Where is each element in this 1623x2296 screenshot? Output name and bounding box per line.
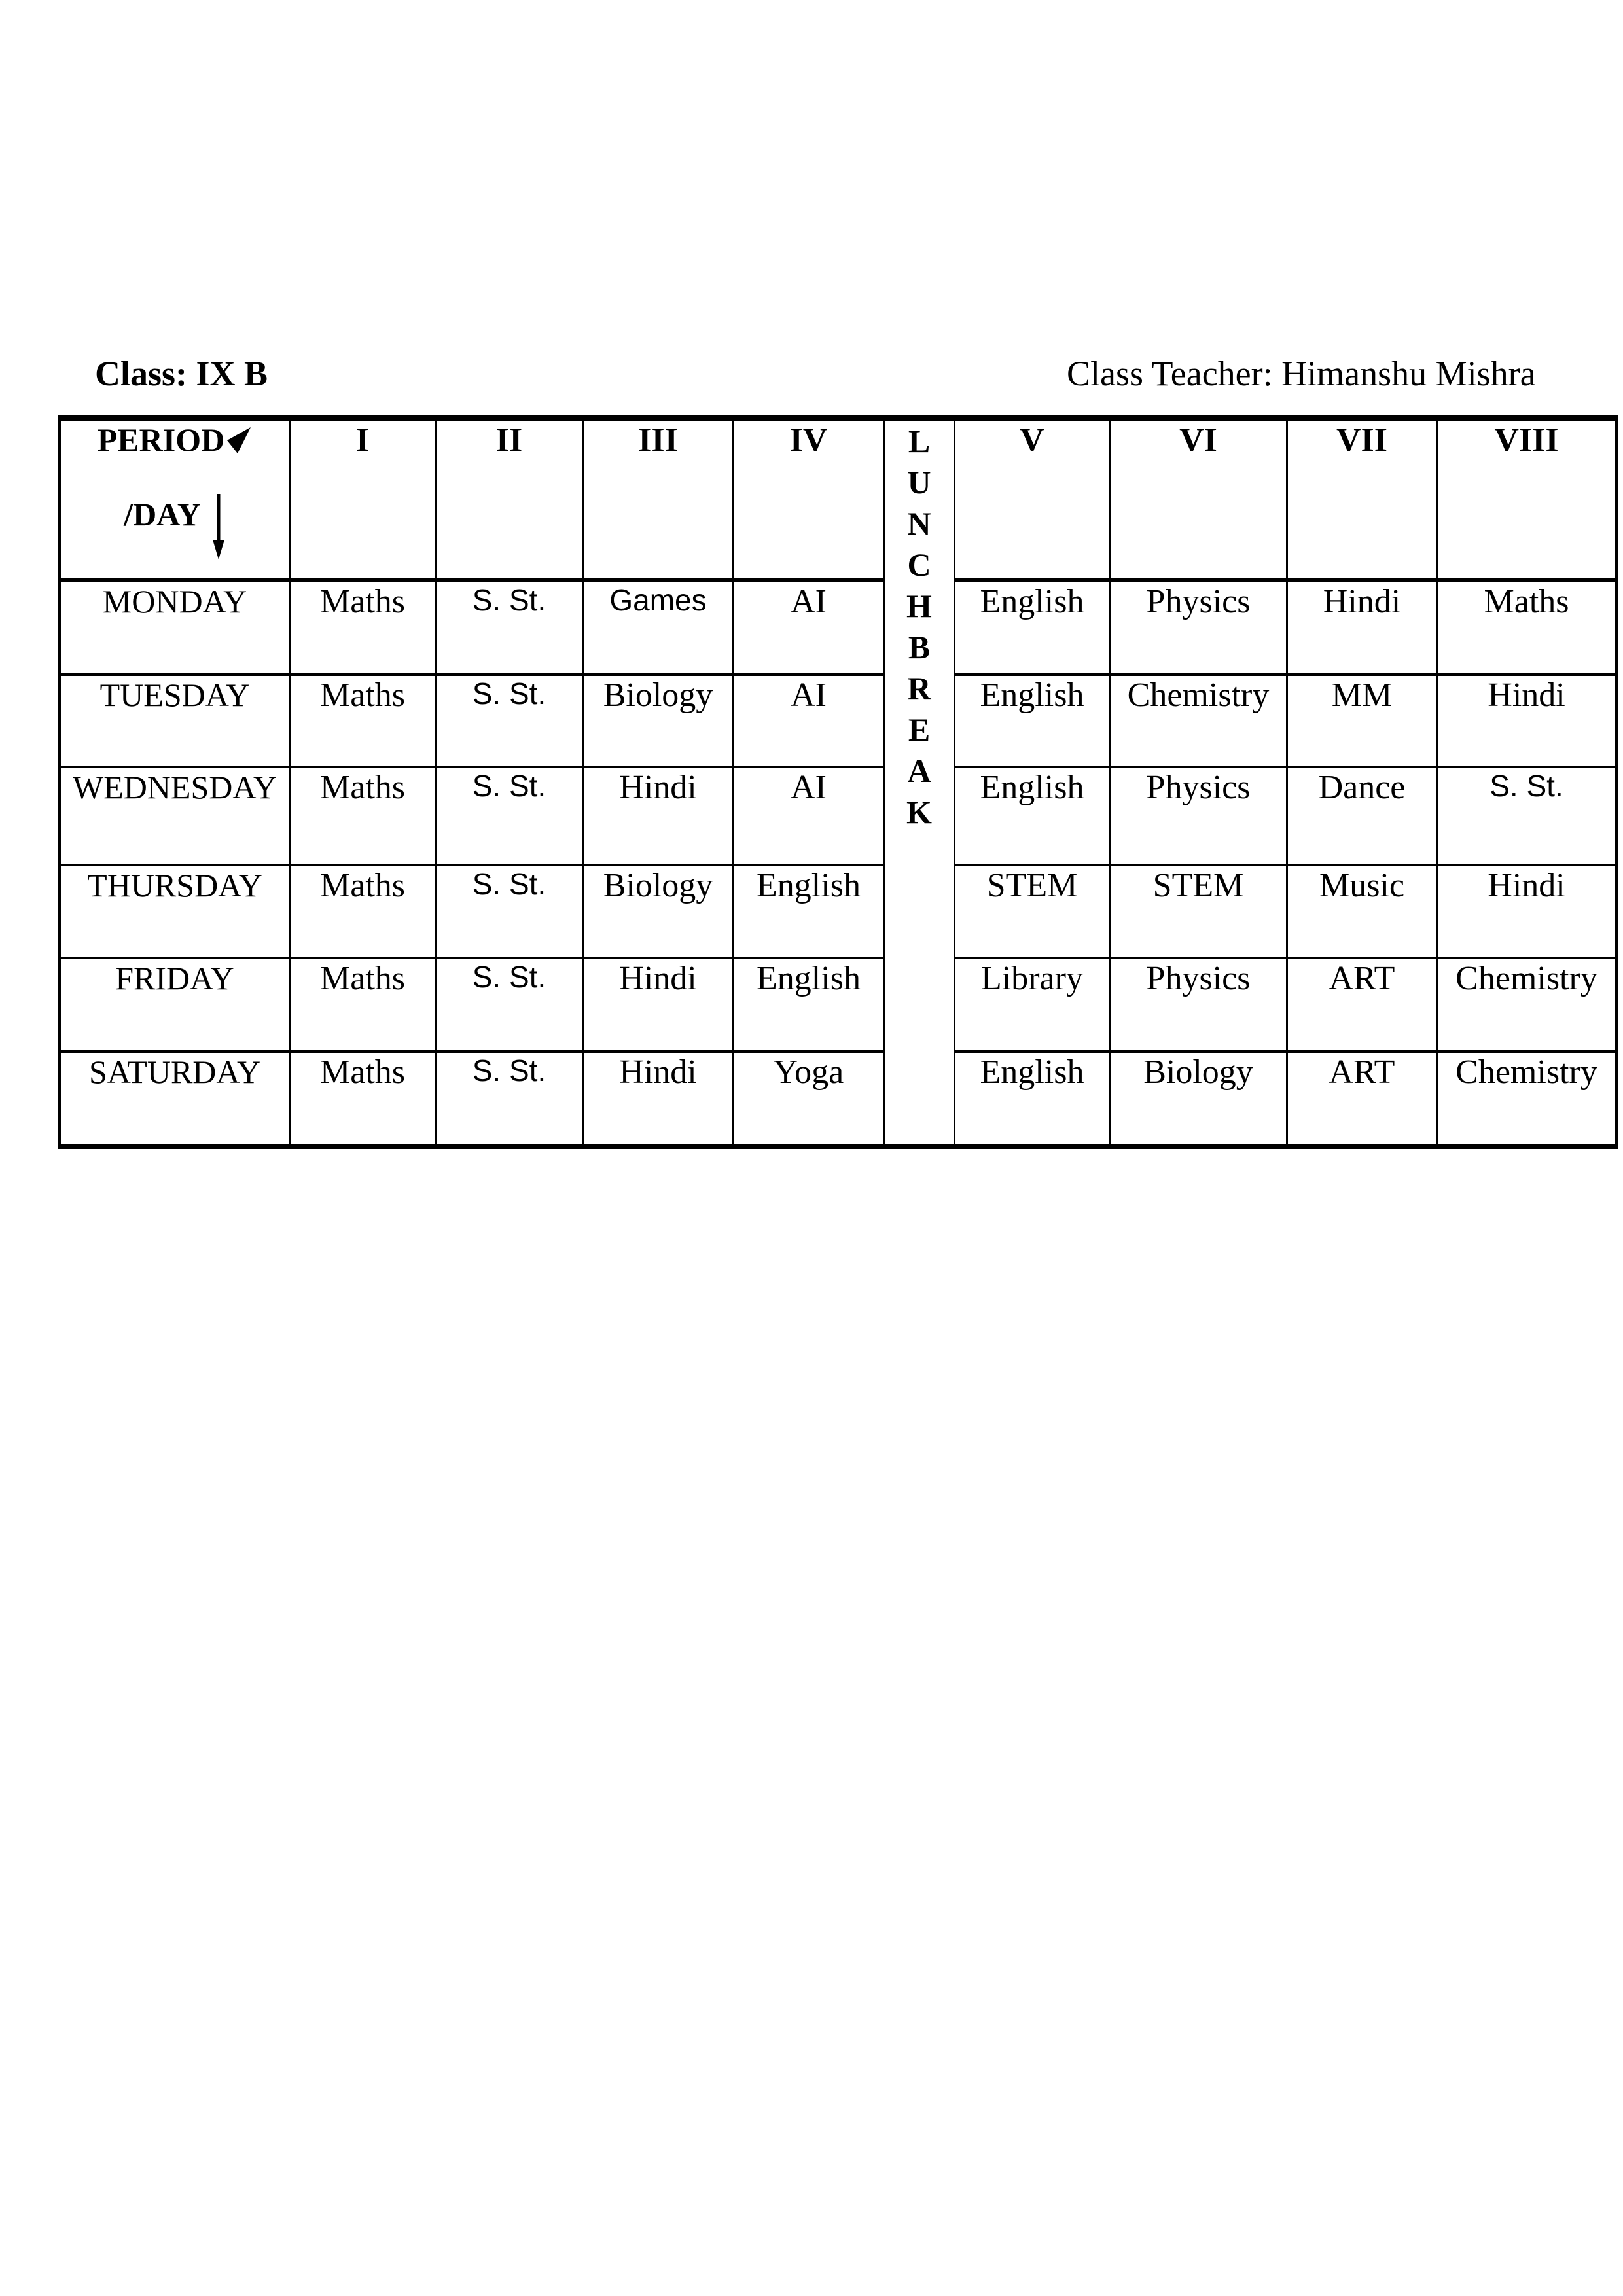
lunch-letter: A xyxy=(907,752,931,789)
day-label: MONDAY xyxy=(60,580,290,675)
subject-cell: ART xyxy=(1287,958,1437,1051)
subject-cell: Hindi xyxy=(583,958,734,1051)
period-label: PERIOD xyxy=(97,421,225,458)
subject-cell: Hindi xyxy=(583,767,734,865)
subject-cell: AI xyxy=(734,580,884,675)
subject-cell: Library xyxy=(955,958,1110,1051)
subject-cell: Maths xyxy=(1437,580,1617,675)
subject-cell: S. St. xyxy=(1437,767,1617,865)
subject-cell: Hindi xyxy=(1437,865,1617,958)
class-teacher-label: Class Teacher: Himanshu Mishra xyxy=(1067,354,1536,393)
lunch-letter: B xyxy=(908,629,931,665)
subject-cell: English xyxy=(955,580,1110,675)
day-label: WEDNESDAY xyxy=(60,767,290,865)
lunch-letter: R xyxy=(907,670,931,707)
header-row xyxy=(60,418,1617,580)
subject-cell: Biology xyxy=(583,865,734,958)
column-header: III xyxy=(583,418,734,580)
subject-cell: Yoga xyxy=(734,1051,884,1146)
subject-cell: AI xyxy=(734,767,884,865)
subject-cell: S. St. xyxy=(436,767,583,865)
lunch-letter: N xyxy=(907,505,931,542)
lunch-letter: C xyxy=(907,546,931,583)
subject-cell: AI xyxy=(734,675,884,767)
class-label: Class: IX B xyxy=(95,354,268,393)
subject-cell: MM xyxy=(1287,675,1437,767)
day-down-arrow-icon xyxy=(211,494,226,561)
subject-cell: Hindi xyxy=(1437,675,1617,767)
day-label: FRIDAY xyxy=(60,958,290,1051)
subject-cell: Games xyxy=(583,580,734,675)
subject-cell: Dance xyxy=(1287,767,1437,865)
subject-cell: English xyxy=(955,767,1110,865)
subject-cell: Biology xyxy=(583,675,734,767)
subject-cell: Maths xyxy=(290,767,436,865)
period-arrow-icon xyxy=(226,425,252,455)
subject-cell: English xyxy=(734,958,884,1051)
subject-cell: STEM xyxy=(955,865,1110,958)
period-header-line xyxy=(61,421,289,459)
row-saturday xyxy=(60,1051,1617,1146)
subject-cell: English xyxy=(955,675,1110,767)
subject-cell: English xyxy=(734,865,884,958)
row-monday xyxy=(60,580,1617,675)
day-axis-label: /DAY xyxy=(124,496,201,533)
subject-cell: Physics xyxy=(1110,958,1287,1051)
row-thursday xyxy=(60,865,1617,958)
day-label: THURSDAY xyxy=(60,865,290,958)
subject-cell: Hindi xyxy=(1287,580,1437,675)
lunch-break-cell xyxy=(884,418,955,1146)
subject-cell: S. St. xyxy=(436,958,583,1051)
lunch-letter: K xyxy=(906,794,932,830)
lunch-letter: L xyxy=(908,423,931,459)
subject-cell: Biology xyxy=(1110,1051,1287,1146)
day-label: SATURDAY xyxy=(60,1051,290,1146)
subject-cell: Physics xyxy=(1110,580,1287,675)
column-header: VI xyxy=(1110,418,1287,580)
subject-cell: Maths xyxy=(290,1051,436,1146)
row-tuesday xyxy=(60,675,1617,767)
lunch-letter: U xyxy=(907,464,931,501)
subject-cell: Music xyxy=(1287,865,1437,958)
lunch-letter: E xyxy=(908,711,931,748)
column-header: VIII xyxy=(1437,418,1617,580)
subject-cell: English xyxy=(955,1051,1110,1146)
subject-cell: Hindi xyxy=(583,1051,734,1146)
column-header: V xyxy=(955,418,1110,580)
subject-cell: Maths xyxy=(290,865,436,958)
subject-cell: Maths xyxy=(290,675,436,767)
subject-cell: Maths xyxy=(290,580,436,675)
subject-cell: Maths xyxy=(290,958,436,1051)
column-header: II xyxy=(436,418,583,580)
column-header: IV xyxy=(734,418,884,580)
subject-cell: S. St. xyxy=(436,675,583,767)
timetable xyxy=(58,415,1618,1149)
subject-cell: Chemistry xyxy=(1437,958,1617,1051)
period-day-header-cell xyxy=(60,418,290,580)
subject-cell: STEM xyxy=(1110,865,1287,958)
row-wednesday xyxy=(60,767,1617,865)
column-header: I xyxy=(290,418,436,580)
subject-cell: S. St. xyxy=(436,580,583,675)
subject-cell: S. St. xyxy=(436,1051,583,1146)
row-friday xyxy=(60,958,1617,1051)
subject-cell: ART xyxy=(1287,1051,1437,1146)
column-header: VII xyxy=(1287,418,1437,580)
day-header-line xyxy=(61,494,289,561)
lunch-letter: H xyxy=(906,588,932,624)
subject-cell: Chemistry xyxy=(1437,1051,1617,1146)
day-label: TUESDAY xyxy=(60,675,290,767)
subject-cell: Physics xyxy=(1110,767,1287,865)
subject-cell: Chemistry xyxy=(1110,675,1287,767)
subject-cell: S. St. xyxy=(436,865,583,958)
